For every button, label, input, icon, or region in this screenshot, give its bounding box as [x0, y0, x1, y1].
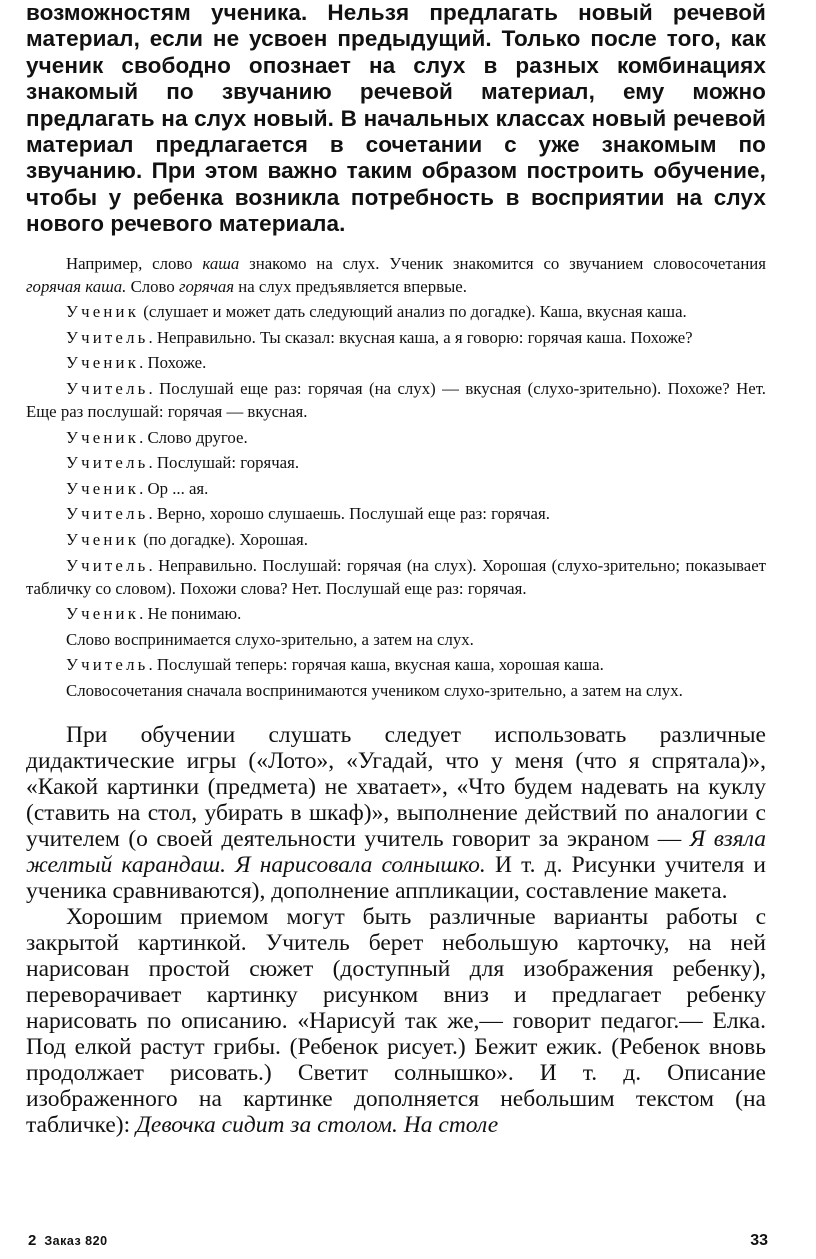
example-intro — [26, 252, 766, 298]
dialogue-line — [26, 326, 766, 349]
dialogue-line — [26, 300, 766, 323]
paragraph-closed-picture-text: Хорошим приемом могут быть различные варианты работы с закрытой картинкой. Учитель берет небольшую карточку, на ней нарисован простой сюжет (доступный для изображения ребенку), переворачивает картинку рисунком вниз и предлагает ребенку нарисовать по описанию. «Нарисуй так же,— говорит педагог.— Елка. Под елкой растут грибы. (Ребенок рисует.) Бежит ежик. (Ребенок вновь продолжает рисовать.) Светит солнышко». И т. д. Описание изображенного на картинке дополняется небольшим текстом (на табличке): — [26, 903, 766, 1138]
speaker-label: Учитель — [66, 327, 149, 347]
dialogue-line — [26, 426, 766, 449]
paragraph-games-text-1: При обучении слушать следует использовать различные дидактические игры («Лото», «Угадай, что у меня (что я спрятала)», «Какой картинки (предмета) не хватает», «Что будем надевать на куклу (ставить на стол, убирать в шкаф)», выполнение действий по аналогии с учителем (о своей деятельности учитель говорит за экраном — — [26, 721, 766, 852]
example-note: Словосочетания сначала воспринимаются учеником слухо-зрительно, а затем на слух. — [66, 680, 683, 700]
dialogue-line — [26, 477, 766, 500]
dialogue-text: . Верно, хорошо слушаешь. Послушай еще раз: горячая. — [148, 504, 550, 524]
example-block — [26, 252, 766, 702]
speaker-label: Учитель — [66, 555, 149, 575]
paragraph-games-italic: Я взяла желтый карандаш. Я нарисовала солнышко. — [26, 825, 766, 878]
signature-number: 2 — [28, 1232, 37, 1249]
dialogue-line — [26, 451, 766, 474]
dialogue-text: . Слово другое. — [139, 427, 248, 447]
dialogue-line — [26, 602, 766, 625]
dialogue-line — [26, 528, 766, 551]
speaker-label: Ученик — [66, 302, 140, 322]
dialogue-line — [26, 502, 766, 525]
speaker-label: Учитель — [66, 379, 149, 399]
dialogue-text: . Послушай теперь: горячая каша, вкусная каша, хорошая каша. — [148, 655, 604, 675]
dialogue-text: . Не понимаю. — [139, 604, 242, 624]
speaker-label: Учитель — [66, 655, 149, 675]
dialogue-text: . Неправильно. Ты сказал: вкусная каша, а я говорю: горячая каша. Похоже? — [148, 327, 693, 347]
example-note: Слово воспринимается слухо-зрительно, а затем на слух. — [66, 629, 474, 649]
intro-text-2: знакомо на слух. Ученик знакомится со звучанием словосочетания — [239, 253, 767, 273]
dialogue-text: . Похоже. — [139, 353, 207, 373]
printer-signature — [28, 1232, 108, 1250]
speaker-label: Ученик — [66, 353, 140, 373]
book-page — [26, 0, 766, 1138]
intro-text-3: Слово — [126, 276, 179, 296]
speaker-label: Ученик — [66, 427, 140, 447]
dialogue-line — [26, 351, 766, 374]
dialogue-text: (по догадке). Хорошая. — [139, 530, 308, 549]
signature-label: Заказ 820 — [44, 1234, 108, 1248]
paragraph-closed-picture-italic: Девочка сидит за столом. На столе — [135, 1111, 499, 1138]
dialogue-text: (слушает и может дать следующий анализ по догадке). Каша, вкусная каша. — [139, 302, 687, 322]
dialogue-text: . Послушай еще раз: горячая (на слух) — вкусная (слухо-зрительно). Похоже? Нет. Еще раз послушай: горячая — вкусная. — [26, 379, 766, 422]
speaker-label: Ученик — [66, 530, 140, 549]
paragraph-games-text-2: И т. д. Рисунки учителя и ученика сравниваются), дополнение аппликации, составление макета. — [26, 851, 766, 904]
paragraph-closed-picture — [26, 904, 766, 1138]
dialogue-text: . Послушай: горячая. — [148, 453, 300, 473]
dialogue-line — [26, 554, 766, 600]
dialogue-line — [26, 377, 766, 423]
intro-text-1: Например, слово — [66, 253, 203, 273]
intro-italic-2: горячая каша. — [26, 276, 127, 296]
speaker-label: Ученик — [66, 604, 140, 624]
speaker-label: Учитель — [66, 453, 149, 473]
page-number: 33 — [750, 1232, 768, 1249]
dialogue-line — [26, 653, 766, 676]
paragraph-games — [26, 722, 766, 904]
intro-italic-1: каша — [202, 253, 240, 273]
dialogue-text: . Неправильно. Послушай: горячая (на слух). Хорошая (слухо-зрительно; показывает табличку со словом). Похожи слова? Нет. Послушай еще раз: горячая. — [26, 555, 766, 598]
speaker-label: Учитель — [66, 504, 149, 524]
speaker-label: Ученик — [66, 478, 140, 498]
top-paragraph: возможностям ученика. Нельзя предлагать новый речевой материал, если не усвоен предыдущий. Только после того, как ученик свободно опознает на слух в разных комбинациях знакомый по звучанию речевой материал, ему можно предлагать на слух новый. В начальных классах новый речевой материал предлагается в сочетании с уже знакомым по звучанию. При этом важно таким образом построить обучение, чтобы у ребенка возникла потребность в восприятии на слух нового речевого материала. — [26, 0, 766, 237]
dialogue-text: . Ор ... ая. — [139, 478, 209, 498]
intro-italic-3: горячая — [178, 276, 235, 296]
intro-text-4: на слух предъявляется впервые. — [234, 276, 467, 296]
